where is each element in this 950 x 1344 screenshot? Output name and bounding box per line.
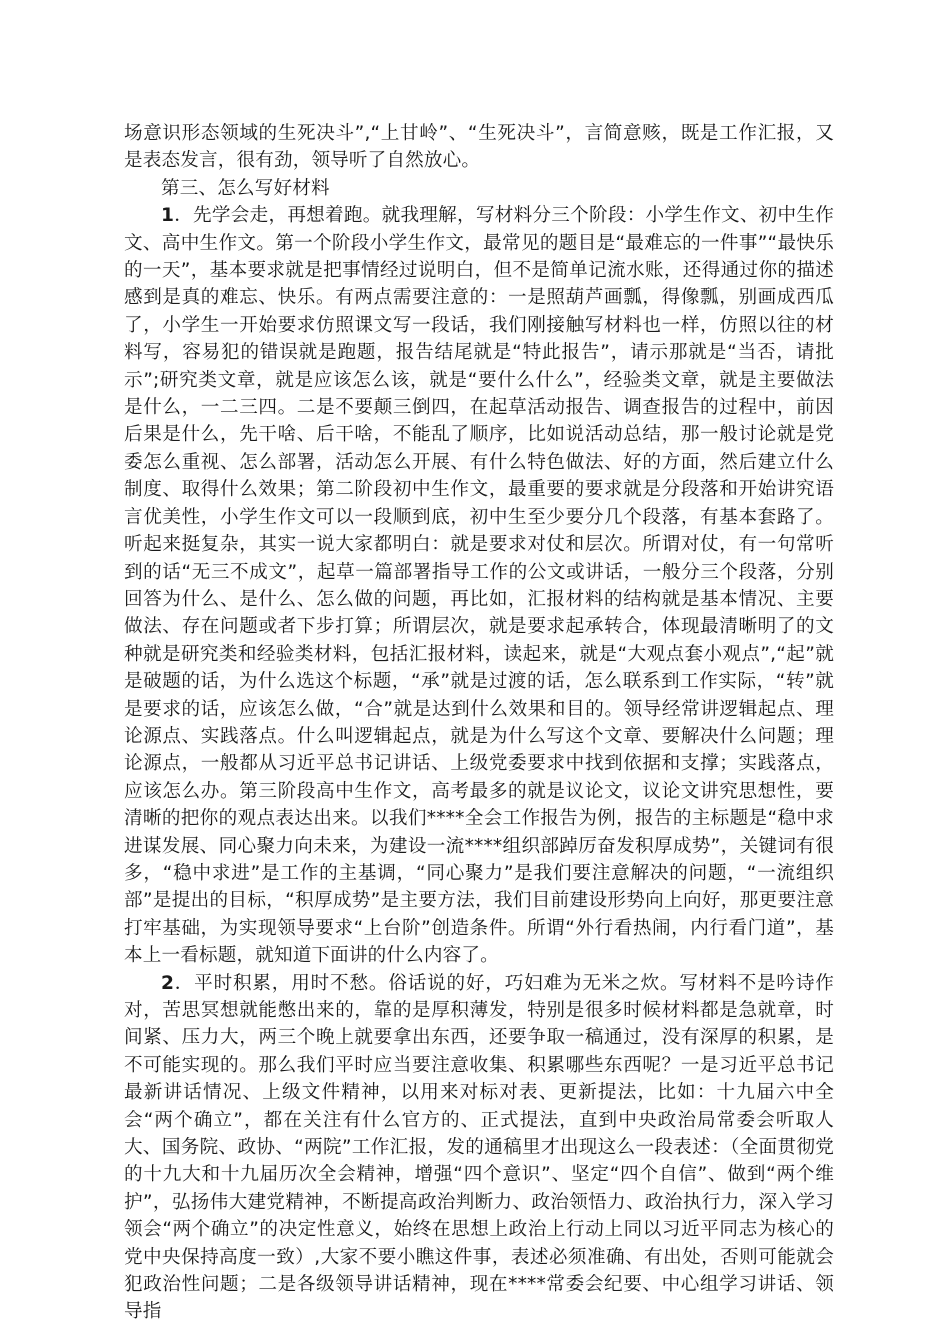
section-heading: 第三、怎么写好材料: [161, 177, 330, 199]
paragraph-point-1: [124, 202, 834, 969]
point-1-number: 1: [161, 205, 175, 227]
point-2-number: 2: [161, 972, 175, 994]
point-1-text: ．先学会走，再想着跑。就我理解，写材料分三个阶段：小学生作文、初中生作文、高中生作文。第一个阶段小学生作文，最常见的题目是“最难忘的一件事”“最快乐的一天”，基本要求就是把事情经过说明白，但不是简单记流水账，还得通过你的描述感到是真的难忘、快乐。有两点需要注意的：一是照葫芦画瓢，得像瓢，别画成西瓜了，小学生一开始要求仿照课文写一段话，我们刚接触写材料也一样，仿照以往的材料写，容易犯的错误就是跑题，报告结尾就是“特此报告”，请示那就是“当否，请批示”;研究类文章，就是应该怎么该，就是“要什么什么”，经验类文章，就是主要做法是什么，一二三四。二是不要颠三倒四，在起草活动报告、调查报告的过程中，前因后果是什么，先干啥、后干啥，不能乱了顺序，比如说活动总结，那一般讨论就是党委怎么重视、怎么部署，活动怎么开展、有什么特色做法、好的方面，然后建立什么制度、取得什么效果；第二阶段初中生作文，最重要的要求就是分段落和开始讲究语言优美性，小学生作文可以一段顺到底，初中生至少要分几个段落，有基本套路了。听起来挺复杂，其实一说大家都明白：就是要求对仗和层次。所谓对仗，有一句常听到的话“无三不成文”，起草一篇部署指导工作的公文或讲话，一般分三个段落，分别回答为什么、是什么、怎么做的问题，再比如，汇报材料的结构就是基本情况、主要做法、存在问题或者下步打算；所谓层次，就是要求起承转合，体现最清晰明了的文种就是研究类和经验类材料，包括汇报材料，读起来，就是“大观点套小观点”,“起”就是破题的话，为什么选这个标题，“承”就是过渡的话，怎么联系到工作实际，“转”就是要求的话，应该怎么做，“合”就是达到什么效果和目的。领导经常讲逻辑起点、理论源点、实践落点。什么叫逻辑起点，就是为什么写这个文章、要解决什么问题；理论源点，一般都从习近平总书记讲话、上级党委要求中找到依据和支撑；实践落点，应该怎么办。第三阶段高中生作文，高考最多的就是议论文，议论文讲究思想性，要清晰的把你的观点表达出来。以我们****全会工作报告为例，报告的主标题是“稳中求进谋发展、同心聚力向未来，为建设一流****组织部踔厉奋发积厚成势”，关键词有很多，“稳中求进”是工作的主基调，“同心聚力”是我们要注意解决的问题，“一流组织部”是提出的目标，“积厚成势”是主要方法，我们目前建设形势向上向好，那更要注意打牢基础，为实现领导要求“上台阶”创造条件。所谓“外行看热闹，内行看门道”，基本上一看标题，就知道下面讲的什么内容了。: [124, 205, 834, 967]
paragraph-continuation: 场意识形态领域的生死决斗”,“上甘岭”、“生死决斗”，言简意赅，既是工作汇报，又是表态发言，很有劲，领导听了自然放心。: [124, 123, 834, 172]
point-2-text: ．平时积累，用时不愁。俗话说的好，巧妇难为无米之炊。写材料不是吟诗作对，苦思冥想就能憋出来的，靠的是厚积薄发，特别是很多时候材料都是急就章，时间紧、压力大，两三个晚上就要拿出东西，还要争取一稿通过，没有深厚的积累，是不可能实现的。那么我们平时应当要注意收集、积累哪些东西呢？一是习近平总书记最新讲话情况、上级文件精神，以用来对标对表、更新提法，比如：十九届六中全会“两个确立”，都在关注有什么官方的、正式提法，直到中央政治局常委会听取人大、国务院、政协、“两院”工作汇报，发的通稿里才出现这么一段表述：（全面贯彻党的十九大和十九届历次全会精神，增强“四个意识”、坚定“四个自信”、做到“两个维护”，弘扬伟大建党精神，不断提高政治判断力、政治领悟力、政治执行力，深入学习领会“两个确立”的决定性意义，始终在思想上政治上行动上同以习近平同志为核心的党中央保持高度一致）,大家不要小瞧这件事，表述必须准确、有出处，否则可能就会犯政治性问题；二是各级领导讲话精神，现在****常委会纪要、中心组学习讲话、领导指: [124, 972, 834, 1323]
document-body: [124, 120, 834, 1326]
paragraph-point-2: [124, 970, 834, 1326]
